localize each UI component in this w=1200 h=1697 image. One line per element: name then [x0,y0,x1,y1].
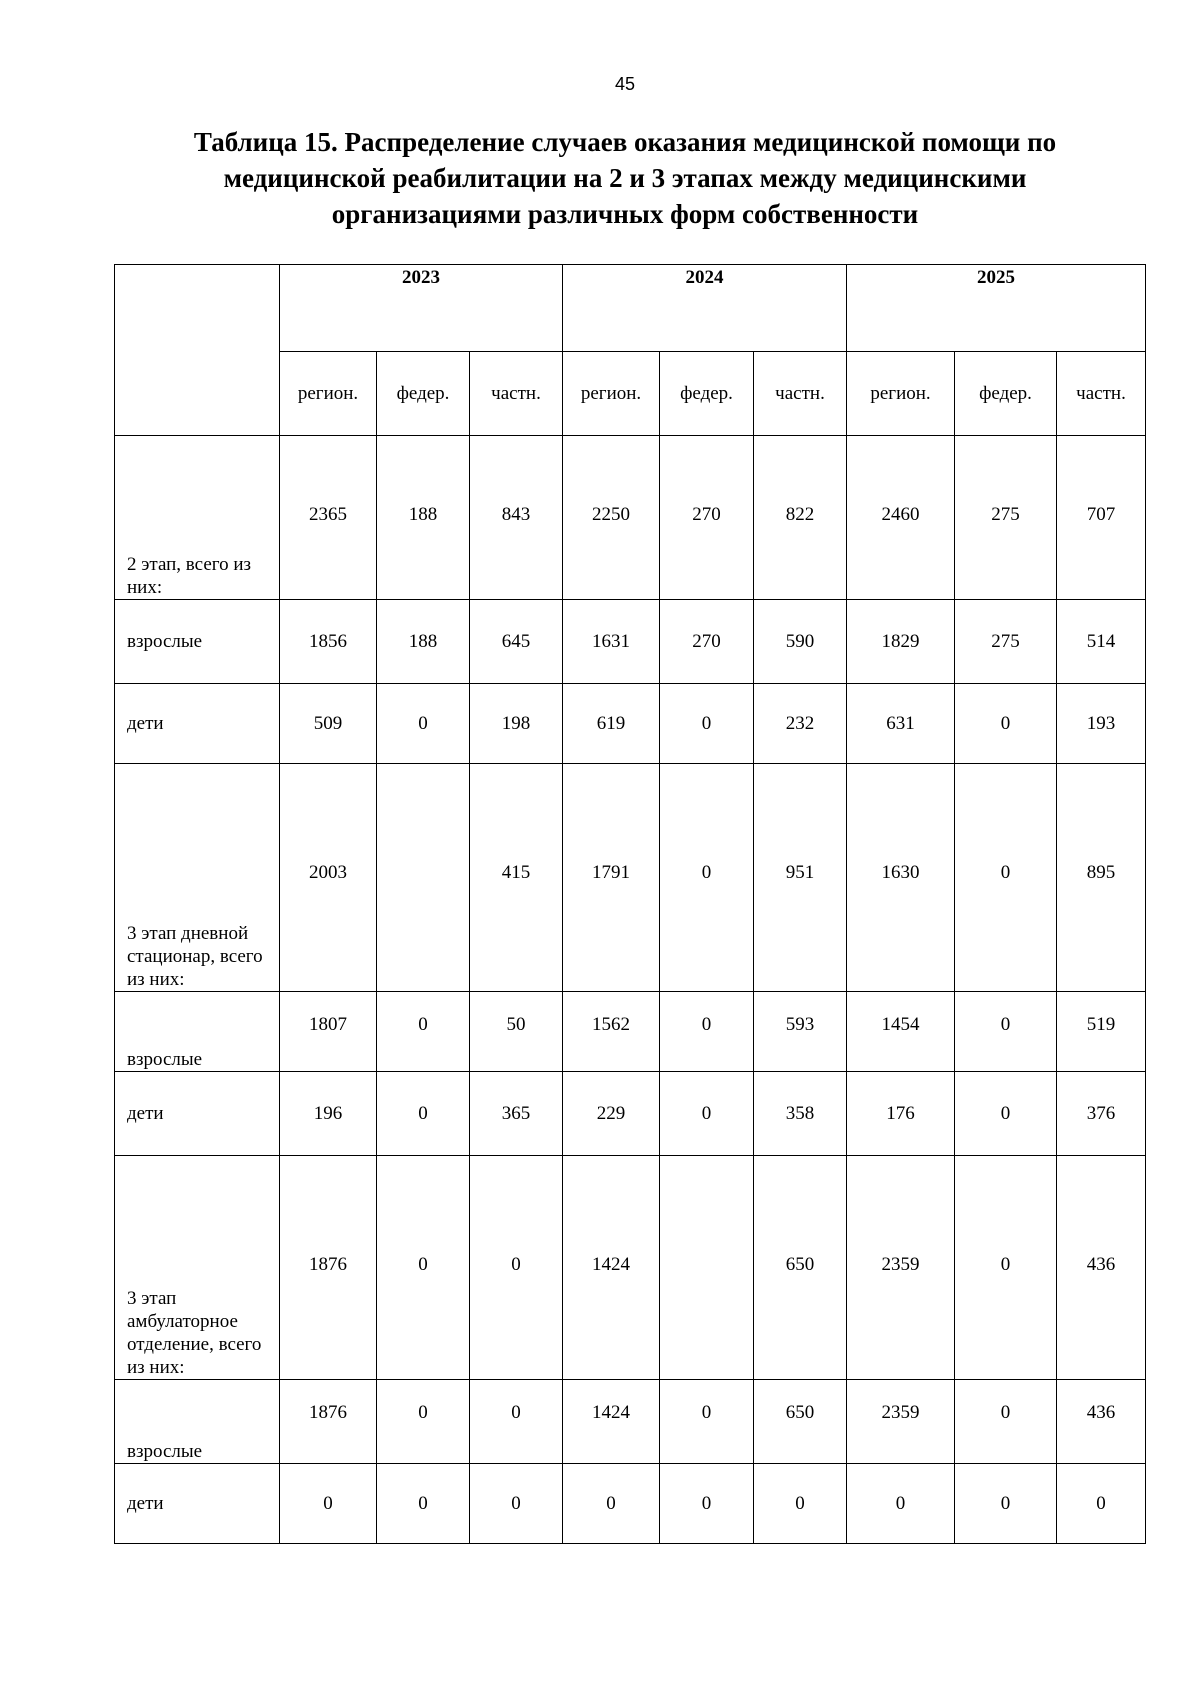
table-row [115,764,1146,992]
table-cell: 0 [955,992,1057,1072]
table-cell: 0 [377,992,470,1072]
table-cell: 509 [280,684,377,764]
table-cell: 188 [377,436,470,600]
table-cell: 0 [377,1380,470,1464]
table-cell: 1562 [563,992,660,1072]
table-cell: 0 [1057,1464,1146,1544]
table-cell: 365 [470,1072,563,1156]
table-cell: 0 [660,764,754,992]
row-label: дети [115,1072,280,1156]
table-cell: 1791 [563,764,660,992]
subheader-private: частн. [1057,352,1146,436]
table-cell: 275 [955,436,1057,600]
table-cell: 0 [955,1156,1057,1380]
table-cell: 631 [847,684,955,764]
table-cell: 0 [955,1072,1057,1156]
table-cell: 1876 [280,1380,377,1464]
table-cell: 951 [754,764,847,992]
table-cell: 0 [377,1072,470,1156]
table-cell: 1630 [847,764,955,992]
table-cell [377,764,470,992]
subheader-regional: регион. [847,352,955,436]
table-cell: 50 [470,992,563,1072]
table-row [115,684,1146,764]
table-cell: 0 [470,1464,563,1544]
table-cell: 0 [377,684,470,764]
year-header: 2025 [847,265,1146,352]
table-cell: 270 [660,600,754,684]
row-label: дети [115,684,280,764]
table-cell: 0 [660,684,754,764]
table-cell: 707 [1057,436,1146,600]
subheader-regional: регион. [563,352,660,436]
table-cell [660,1156,754,1380]
row-label: дети [115,1464,280,1544]
table-cell: 650 [754,1380,847,1464]
title-line: Таблица 15. Распределение случаев оказания медицинской помощи по [193,127,1057,157]
table-cell: 1424 [563,1156,660,1380]
table-row [115,1072,1146,1156]
table-cell: 650 [754,1156,847,1380]
table-cell: 0 [660,992,754,1072]
row-label: 3 этап дневной стационар, всего из них: [115,764,280,992]
table-cell: 229 [563,1072,660,1156]
row-label: взрослые [115,992,280,1072]
page-number: 45 [614,74,636,94]
row-label: взрослые [115,1380,280,1464]
table-cell: 0 [847,1464,955,1544]
table-cell: 1856 [280,600,377,684]
table-cell: 0 [470,1156,563,1380]
table-cell: 193 [1057,684,1146,764]
table-cell: 2250 [563,436,660,600]
table-cell: 1454 [847,992,955,1072]
table-cell: 0 [955,684,1057,764]
table-cell: 519 [1057,992,1146,1072]
table-row [115,436,1146,600]
table-row [115,1380,1146,1464]
table-cell: 176 [847,1072,955,1156]
table-cell: 514 [1057,600,1146,684]
row-label: 3 этап амбулаторное отделение, всего из них: [115,1156,280,1380]
table-cell: 0 [955,1464,1057,1544]
table-cell: 358 [754,1072,847,1156]
table-cell: 0 [660,1072,754,1156]
subheader-federal: федер. [660,352,754,436]
table-cell: 2460 [847,436,955,600]
table-cell: 232 [754,684,847,764]
table-cell: 0 [955,764,1057,992]
table-cell: 198 [470,684,563,764]
title-line: медицинской реабилитации на 2 и 3 этапах между медицинскими [223,163,1027,193]
table-cell: 1829 [847,600,955,684]
table-cell: 275 [955,600,1057,684]
table-cell: 593 [754,992,847,1072]
distribution-table [114,264,1146,1544]
table-cell: 0 [377,1156,470,1380]
table-cell: 270 [660,436,754,600]
table-cell: 188 [377,600,470,684]
table-cell: 415 [470,764,563,992]
table-cell: 436 [1057,1156,1146,1380]
year-header-row [115,265,1146,352]
table-cell: 0 [470,1380,563,1464]
table-cell: 196 [280,1072,377,1156]
table-cell: 1807 [280,992,377,1072]
table-cell: 0 [377,1464,470,1544]
table-cell: 0 [563,1464,660,1544]
corner-cell [115,265,280,436]
year-header: 2024 [563,265,847,352]
table-cell: 619 [563,684,660,764]
table-body [115,436,1146,1544]
subheader-regional: регион. [280,352,377,436]
subheader-private: частн. [754,352,847,436]
table-cell: 376 [1057,1072,1146,1156]
row-label: 2 этап, всего из них: [115,436,280,600]
table-cell: 0 [955,1380,1057,1464]
table-row [115,600,1146,684]
row-label: взрослые [115,600,280,684]
table-row [115,1156,1146,1380]
table-cell: 843 [470,436,563,600]
table-cell: 822 [754,436,847,600]
table-cell: 645 [470,600,563,684]
title-line: организациями различных форм собственности [331,199,919,229]
table-cell: 1876 [280,1156,377,1380]
subheader-private: частн. [470,352,563,436]
table-title [110,124,1140,232]
table-cell: 2359 [847,1380,955,1464]
subheader-federal: федер. [377,352,470,436]
table-cell: 2365 [280,436,377,600]
table-cell: 0 [660,1380,754,1464]
table-cell: 436 [1057,1380,1146,1464]
table-cell: 1631 [563,600,660,684]
table-cell: 2359 [847,1156,955,1380]
table-row [115,1464,1146,1544]
table-cell: 0 [754,1464,847,1544]
year-header: 2023 [280,265,563,352]
table-cell: 0 [660,1464,754,1544]
table-cell: 895 [1057,764,1146,992]
subheader-federal: федер. [955,352,1057,436]
table-cell: 1424 [563,1380,660,1464]
table-cell: 2003 [280,764,377,992]
table-cell: 0 [280,1464,377,1544]
table-cell: 590 [754,600,847,684]
table-row [115,992,1146,1072]
